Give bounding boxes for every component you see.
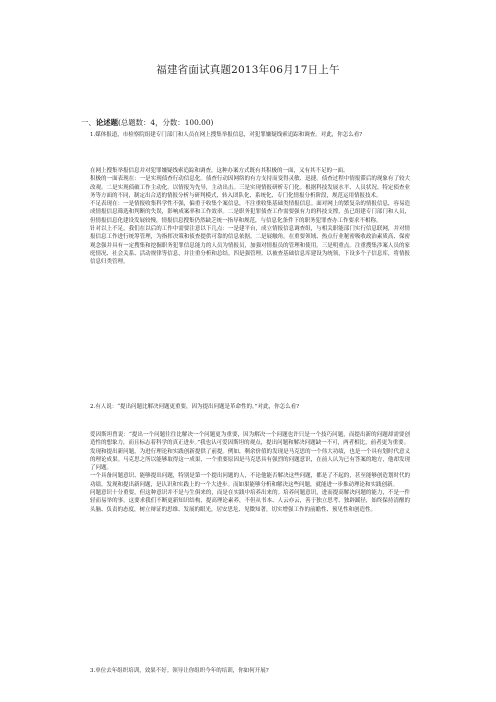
question-2: 2.有人说：“提出问题比解决问题更重要，因为提出问题是革命性的。”对此，你怎么看? <box>90 404 300 410</box>
question-1: 1.媒体报道，市检察院组建专门部门和人员在网上搜集举报信息，对犯罪嫌疑线索追踪和调查。对此，你怎么看? <box>90 132 363 138</box>
answer-2-paragraph: 爱因斯坦曾说：“提出一个问题往往比解决一个问题更为重要，因为解决一个问题也许只是一个技巧问题，而提出新的问题却需要创造性的想象力，而且标志着科学的真正进步。”我也认可爱因斯坦的观点，提出问题和解决问题缺一不可，两者相比，前者更为重要。 <box>90 432 410 447</box>
section-heading <box>81 117 213 128</box>
answer-1 <box>90 167 410 267</box>
answer-1-paragraph: 在网上搜集举报信息并对犯罪嫌疑线索追踪和调查，这种办案方式既有其积极的一面，又有其不足的一面。 <box>90 168 349 174</box>
answer-2 <box>90 431 410 514</box>
section-meta: (总题数：4，分数：100.00) <box>117 118 214 127</box>
answer-2-paragraph: 问题意识十分重要，但这种意识并不是与生俱来的，而是在实践中培养出来的。培养问题意识，进而提高解决问题的能力，不是一件轻而易举的事。这要求我们不断更新知识结构，提高理论素养，不但从书本、人云亦云，善于独立思考、独辟蹊径，始终保持清醒的头脑、负责的态度，树立辩证的思维、发展的眼光，居安思危、见微知著，切实增强工作的前瞻性、预见性和创造性。 <box>90 490 410 513</box>
answer-2-paragraph: 一个具备问题意识、能够提出问题，特别是第一个提出问题的人，不论他能否解决这些问题，都是了不起的，甚至能够创造划时代的功绩。发现和提出新问题，是认识和实践上的一个大进步。而如果能够分析和解决这些问题，就能进一步推动理论和实践创新。 <box>90 473 410 488</box>
answer-2-paragraph: 发现和提出新问题，为进行理论和实践创新提供了前提。例如，剩余价值的发现是马克思的一个伟大功绩，也是一个具有划时代意义的理论成果。马克思之所以能够取得这一成果，一个重要原因是马克思具有强烈的问题意识，在前人认为已有答案的地方，他却发现了问题。 <box>90 448 410 472</box>
answer-1-paragraph: 不足表现在：一是情报收集科学性不强，偏重于收集个案信息，不注重收集基础类情报信息。面对网上的繁复杂的情报信息，容易造成情报信息筛选和判断的失误，影响成案率和工作效率。二是职务犯罪侦查工作需要强有力的科技支撑，虽已组建专门部门和人员，但情报信息化建设发展较慢，情报信息搜集仍然缺乏统一指导和规范，与信息化条件下的职务犯罪查办工作要求不相称。 <box>90 201 410 224</box>
section-name: 论述题 <box>95 118 118 127</box>
page-title: 福建省面试真题2013年06月17日上午 <box>156 64 340 76</box>
section-prefix: 一、 <box>81 118 96 127</box>
answer-1-paragraph: 积极的一面表现在：一是实现侦查行动信息化。侦查行动因网络的有力支持而变得灵敏、迅捷。侦查过程中情报滞后的现象有了较大改观。二是实现侦破工作主动化。以情报为先导，主动出击。三是实现情报研析专门化。根据科技发展水平、人员状况、特定侦查业务等方面的不同，制定出合适的情报分析与研判模式，转入团队化、系统化、专门化情报分析阶段，规范运用情报技术。 <box>90 176 410 199</box>
answer-1-paragraph: 针对以上不足，我们在以后的工作中需要注意以下几点：一是建平台，成立情报信息调查组，与相关职能部门实行信息联网，并对情报信息工作进行统筹管理，为指挥决策和侦查提供可靠的信息依据。二是展触角。在重要领域、热点行业秘密吸收政治素质高、保密观念强并具有一定搜集和挖掘职务犯罪信息能力的人员为情报员，加强对情报员的管理和使用。三是明重点。注重搜集涉案人员的家庭情况、社会关系、活动规律等信息，并注重分析和总结。四是强管理。以被查基础信息库建设为统领，下设多个子信息库，将情报信息归类管理。 <box>90 226 410 266</box>
question-3: 3.单位去年组织培训，效果不好。领导让你组织今年的培训，你如何开展? <box>90 668 269 674</box>
